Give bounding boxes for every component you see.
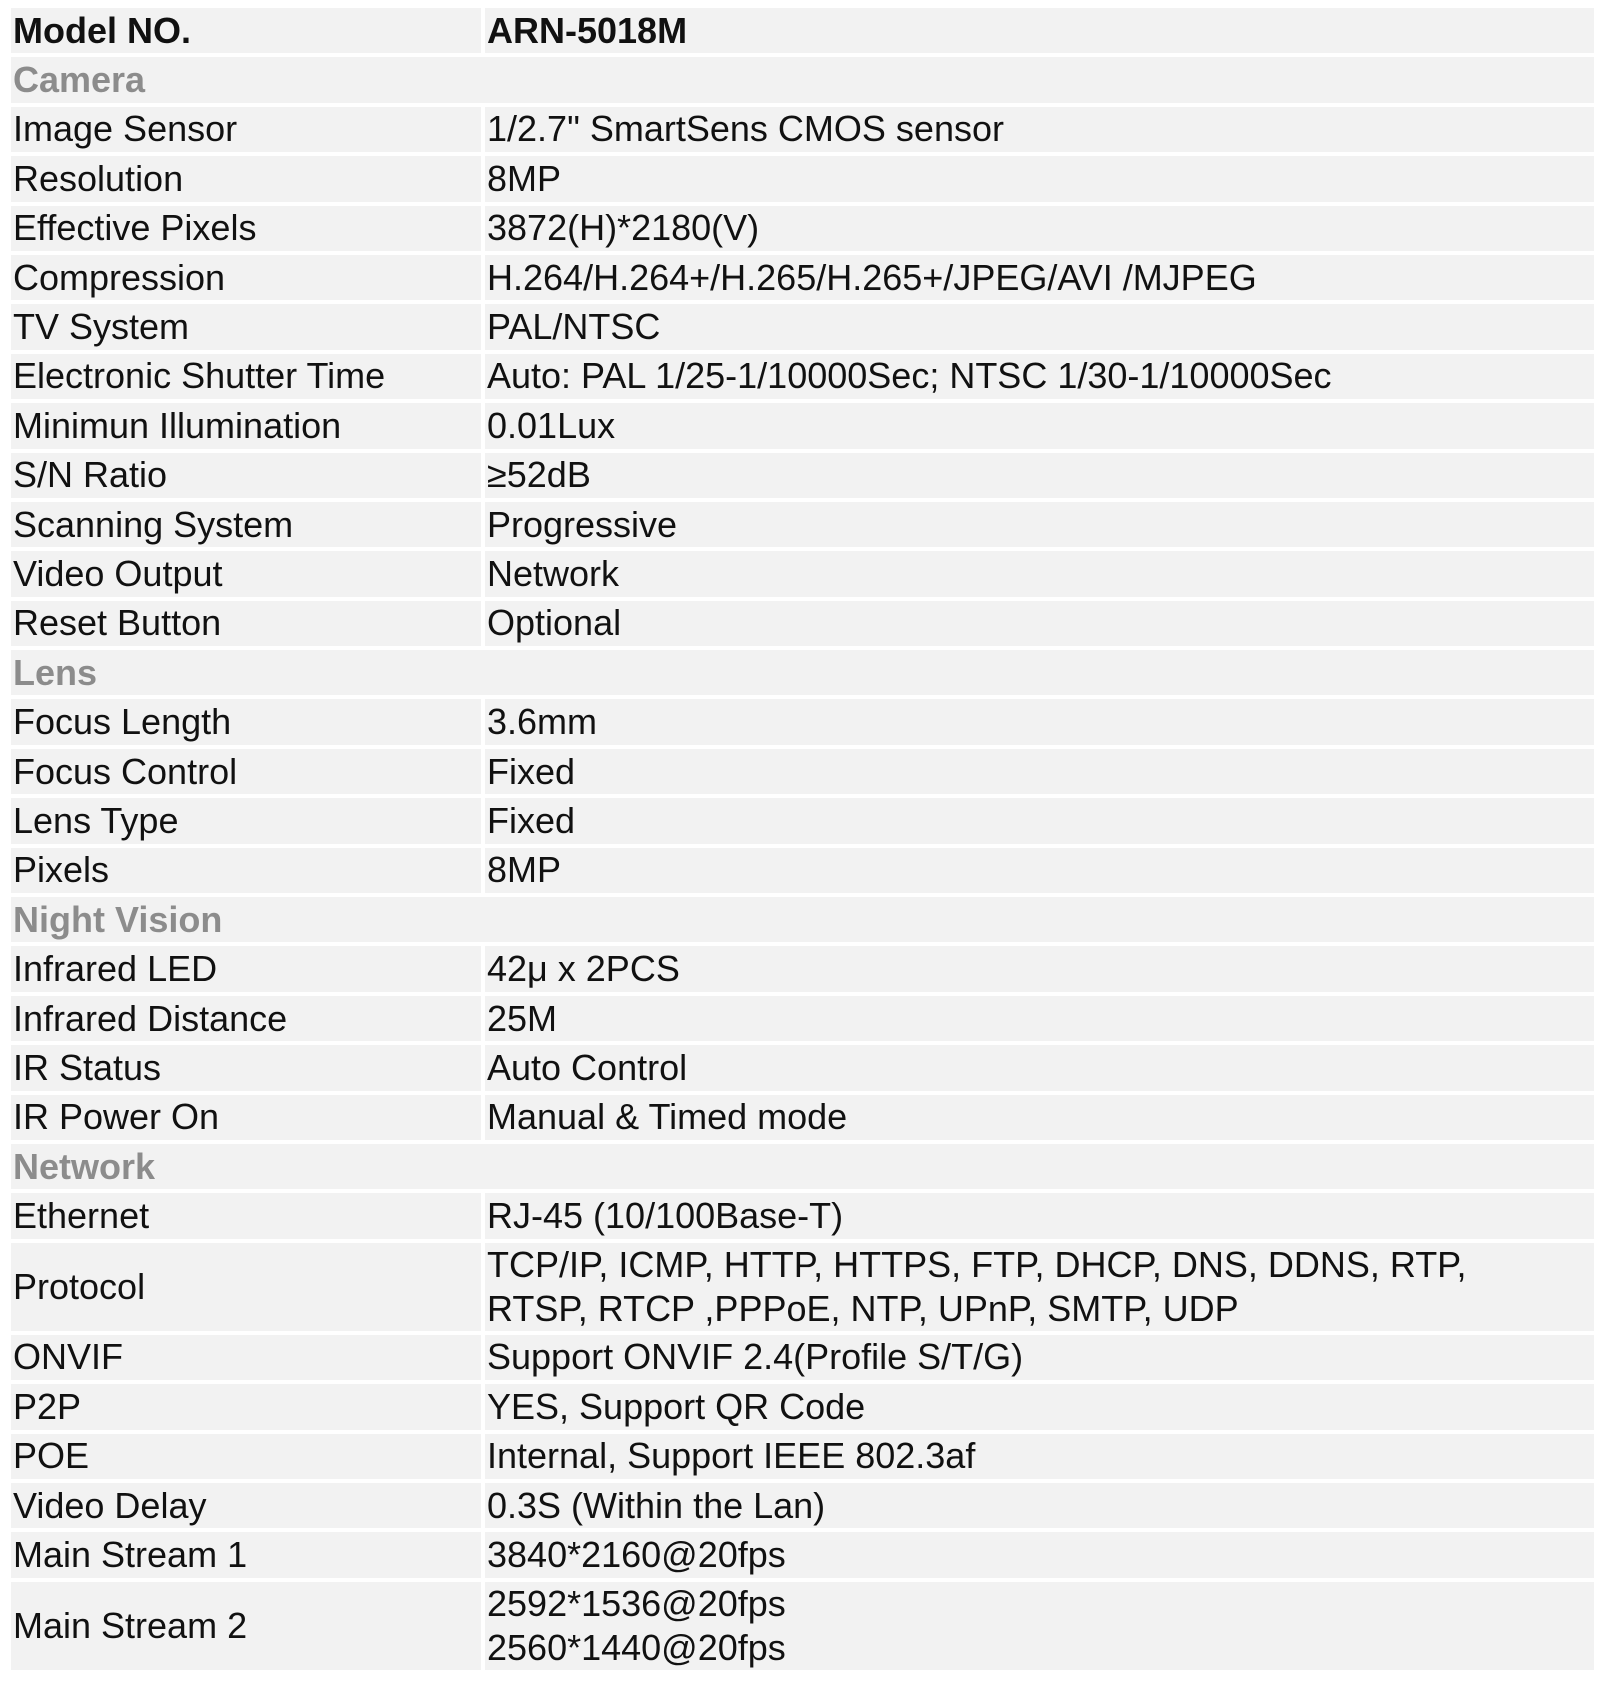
model-number-row: [11, 8, 1594, 53]
spec-value: Auto: PAL 1/25-1/10000Sec; NTSC 1/30-1/10000Sec: [485, 354, 1594, 399]
spec-value: Network: [485, 551, 1594, 596]
spec-label: Resolution: [11, 156, 481, 201]
spec-label: Electronic Shutter Time: [11, 354, 481, 399]
spec-label: Focus Control: [11, 749, 481, 794]
table-row: [11, 304, 1594, 349]
spec-label: ONVIF: [11, 1335, 481, 1380]
spec-value-line: 2560*1440@20fps: [487, 1626, 786, 1668]
spec-label: Minimun Illumination: [11, 403, 481, 448]
spec-label: Main Stream 2: [11, 1582, 481, 1670]
model-number-value: ARN-5018M: [485, 8, 1594, 53]
spec-value: 25M: [485, 996, 1594, 1041]
table-row: [11, 1434, 1594, 1479]
spec-label: Compression: [11, 255, 481, 300]
table-row: [11, 502, 1594, 547]
spec-value: Manual & Timed mode: [485, 1095, 1594, 1140]
spec-value: 3840*2160@20fps: [485, 1532, 1594, 1577]
table-row: [11, 1045, 1594, 1090]
spec-label: Main Stream 1: [11, 1532, 481, 1577]
table-row: [11, 749, 1594, 794]
spec-value: 0.3S (Within the Lan): [485, 1483, 1594, 1528]
table-row: [11, 1384, 1594, 1429]
spec-value: PAL/NTSC: [485, 304, 1594, 349]
spec-value: RJ-45 (10/100Base-T): [485, 1193, 1594, 1238]
spec-value: YES, Support QR Code: [485, 1384, 1594, 1429]
spec-label: Infrared LED: [11, 946, 481, 991]
spec-value: Internal, Support IEEE 802.3af: [485, 1434, 1594, 1479]
spec-label: Lens Type: [11, 798, 481, 843]
table-row: [11, 255, 1594, 300]
section-title: Lens: [11, 650, 1594, 695]
table-row: [11, 1193, 1594, 1238]
spec-value: H.264/H.264+/H.265/H.265+/JPEG/AVI /MJPEG: [485, 255, 1594, 300]
spec-label: Protocol: [11, 1243, 481, 1331]
spec-label: Effective Pixels: [11, 206, 481, 251]
spec-value-line: TCP/IP, ICMP, HTTP, HTTPS, FTP, DHCP, DNS, DDNS, RTP,: [487, 1243, 1467, 1285]
spec-label: Video Output: [11, 551, 481, 596]
spec-label: Focus Length: [11, 699, 481, 744]
table-row: [11, 848, 1594, 893]
spec-label: Video Delay: [11, 1483, 481, 1528]
spec-label: P2P: [11, 1384, 481, 1429]
spec-label: POE: [11, 1434, 481, 1479]
spec-label: Ethernet: [11, 1193, 481, 1238]
spec-value: 1/2.7" SmartSens CMOS sensor: [485, 107, 1594, 152]
spec-label: Reset Button: [11, 601, 481, 646]
spec-label: Scanning System: [11, 502, 481, 547]
table-row: [11, 1582, 1594, 1670]
spec-value: Support ONVIF 2.4(Profile S/T/G): [485, 1335, 1594, 1380]
section-header-camera: [11, 57, 1594, 102]
table-row: [11, 946, 1594, 991]
spec-value: 0.01Lux: [485, 403, 1594, 448]
section-header-lens: [11, 650, 1594, 695]
spec-value: ≥52dB: [485, 453, 1594, 498]
table-row: [11, 996, 1594, 1041]
table-row: [11, 1532, 1594, 1577]
table-row: [11, 798, 1594, 843]
spec-label: IR Power On: [11, 1095, 481, 1140]
table-row: [11, 601, 1594, 646]
spec-value: Fixed: [485, 798, 1594, 843]
spec-label: Image Sensor: [11, 107, 481, 152]
spec-value: 3.6mm: [485, 699, 1594, 744]
spec-value: 42μ x 2PCS: [485, 946, 1594, 991]
spec-table: [11, 8, 1594, 1670]
spec-value: 8MP: [485, 156, 1594, 201]
table-row: [11, 107, 1594, 152]
spec-value: Optional: [485, 601, 1594, 646]
section-header-night-vision: [11, 897, 1594, 942]
spec-value: Fixed: [485, 749, 1594, 794]
table-row: [11, 156, 1594, 201]
spec-label: S/N Ratio: [11, 453, 481, 498]
spec-value: Progressive: [485, 502, 1594, 547]
model-number-label: Model NO.: [11, 8, 481, 53]
spec-value: [485, 1243, 1594, 1331]
spec-value-line: RTSP, RTCP ,PPPoE, NTP, UPnP, SMTP, UDP: [487, 1287, 1239, 1329]
table-row: [11, 206, 1594, 251]
section-title: Camera: [11, 57, 1594, 102]
section-header-network: [11, 1144, 1594, 1189]
spec-label: Infrared Distance: [11, 996, 481, 1041]
spec-label: TV System: [11, 304, 481, 349]
spec-value-line: 2592*1536@20fps: [487, 1582, 786, 1624]
table-row: [11, 403, 1594, 448]
table-row: [11, 699, 1594, 744]
table-row: [11, 354, 1594, 399]
spec-value: Auto Control: [485, 1045, 1594, 1090]
spec-value: 8MP: [485, 848, 1594, 893]
table-row: [11, 551, 1594, 596]
table-row: [11, 453, 1594, 498]
table-row: [11, 1243, 1594, 1331]
spec-value: 3872(H)*2180(V): [485, 206, 1594, 251]
spec-label: Pixels: [11, 848, 481, 893]
table-row: [11, 1483, 1594, 1528]
table-row: [11, 1095, 1594, 1140]
spec-label: IR Status: [11, 1045, 481, 1090]
spec-value: [485, 1582, 1594, 1670]
table-row: [11, 1335, 1594, 1380]
section-title: Night Vision: [11, 897, 1594, 942]
section-title: Network: [11, 1144, 1594, 1189]
